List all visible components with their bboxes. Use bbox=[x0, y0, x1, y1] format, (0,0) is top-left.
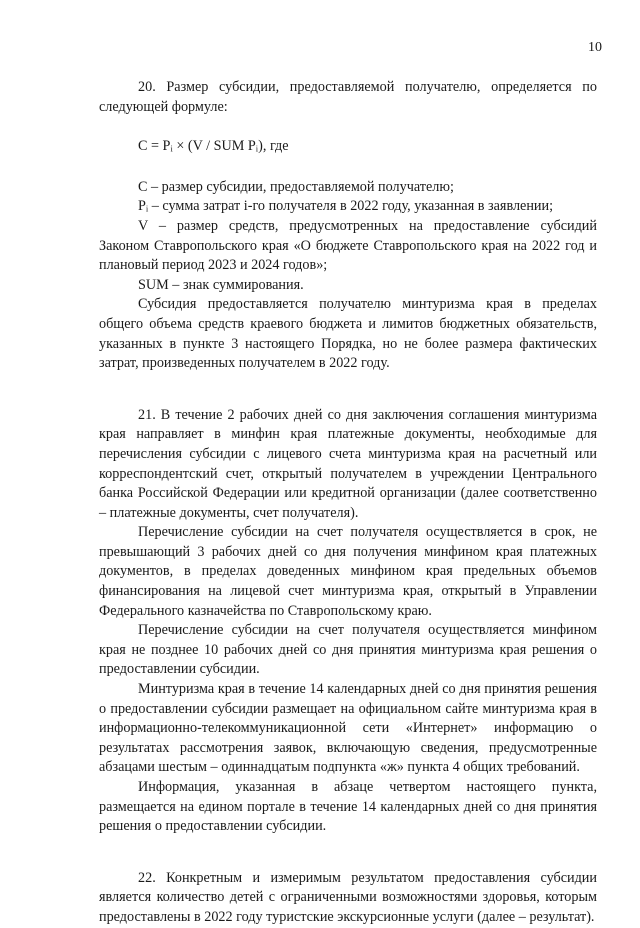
section-21-paragraph-1: 21. В течение 2 рабочих дней со дня заключения соглашения минтуризма края направляет в минфин края платежные документы, необходимые для перечисления субсидии с лицевого счета минтуризма края на расчетный или корреспондентский счет, открытый получателем в учреждении Центрального банка Российской Федерации или кредитной организации (далее соответственно – платежные документы, счет получателя). bbox=[99, 406, 597, 521]
section-20-intro: 20. Размер субсидии, предоставляемой получателю, определяется по следующей формуле: bbox=[99, 79, 597, 115]
page-number: 10 bbox=[588, 40, 602, 55]
subsidy-formula: C = Pᵢ × (V / SUM Pᵢ), где bbox=[138, 138, 289, 155]
section-22-paragraph: 22. Конкретным и измеримым результатом предоставления субсидии является количество детей с ограниченными возможностями здоровья, которым предоставлены в 2022 году туристские экскурсионные услуги (далее – результат). bbox=[99, 869, 597, 925]
subsidy-limit-paragraph: Субсидия предоставляется получателю минтуризма края в пределах общего объема средств краевого бюджета и лимитов бюджетных обязательств, указанных в пункте 3 настоящего Порядка, но не более размера фактических затрат, произведенных получателем в 2022 году. bbox=[99, 296, 597, 372]
definition-sum: SUM – знак суммирования. bbox=[138, 276, 304, 293]
section-21-paragraph-3: Перечисление субсидии на счет получателя осуществляется минфином края не позднее 10 рабочих дней со дня принятия минтуризма края решения о предоставлении субсидии. bbox=[99, 622, 597, 678]
definition-v: V – размер средств, предусмотренных на предоставление субсидий Законом Ставропольского края «О бюджете Ставропольского края на 2022 год и плановый период 2023 и 2024 годов»; bbox=[99, 217, 597, 274]
definition-c: C – размер субсидии, предоставляемой получателю; bbox=[138, 178, 454, 195]
section-21-paragraph-2: Перечисление субсидии на счет получателя осуществляется в срок, не превышающий 3 рабочих дней со дня получения минфином края платежных документов, в пределах доведенных минфином края предельных объемов финансирования на лицевой счет минтуризма края, открытый в Управлении Федерального казначейства по Ставропольскому краю. bbox=[99, 524, 597, 619]
document-body bbox=[99, 78, 597, 928]
section-21-paragraph-4: Минтуризма края в течение 14 календарных дней со дня принятия решения о предоставлении субсидии размещает на официальном сайте минтуризма края в информационно-телекоммуникационной сети «Интернет» информацию о результатах рассмотрения заявок, включающую сведения, предусмотренные абзацами шестым – одиннадцатым подпункта «ж» пункта 4 общих требований. bbox=[99, 681, 597, 776]
section-21-paragraph-5: Информация, указанная в абзаце четвертом настоящего пункта, размещается на едином портале в течение 14 календарных дней со дня принятия решения о предоставлении субсидии. bbox=[99, 779, 597, 835]
definition-p: Pᵢ – сумма затрат i-го получателя в 2022 году, указанная в заявлении; bbox=[138, 198, 554, 215]
